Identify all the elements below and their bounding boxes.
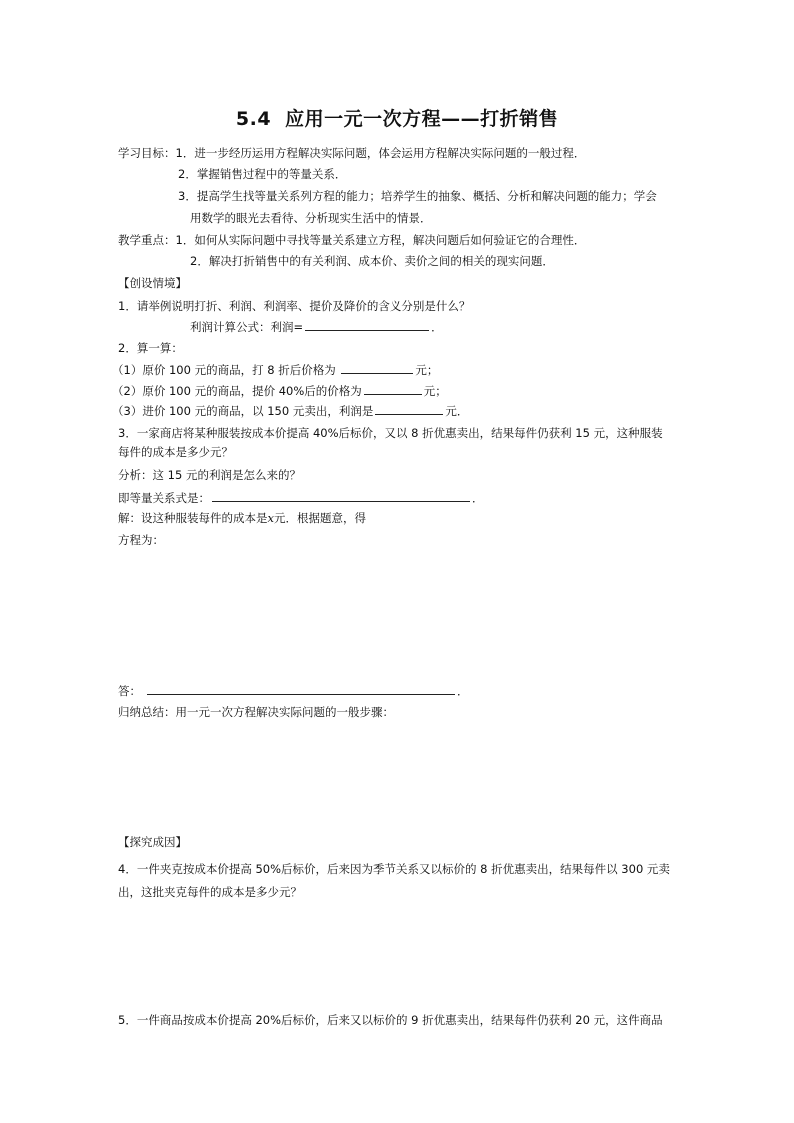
objectives-label: 学习目标： — [118, 146, 176, 160]
title-number: 5.4 — [235, 108, 272, 130]
formula-label: 利润计算公式：利润= — [190, 320, 304, 334]
section-heading-explore: 【探究成因】 — [118, 835, 187, 849]
section-heading-scenario: 【创设情境】 — [118, 276, 187, 290]
key-points-line-1 — [118, 232, 585, 248]
question-4-line-1: 4．一件夹克按成本价提高 50%后标价，后来因为季节关系又以标价的 8 折优惠卖出，结果每件以 300 元卖 — [118, 862, 670, 876]
answer-blank[interactable] — [212, 489, 470, 502]
answer-blank[interactable] — [147, 682, 455, 695]
question-3-line-1: 3．一家商店将某种服装按成本价提高 40%后标价，又以 8 折优惠卖出，结果每件仍获利 15 元，这种服装 — [118, 426, 663, 440]
question-text: （3）进价 100 元的商品，以 150 元卖出，利润是 — [112, 404, 374, 418]
title-text: 应用一元一次方程——打折销售 — [285, 108, 559, 130]
period: ． — [431, 320, 443, 334]
question-text: （2）原价 100 元的商品，提价 40%后的价格为 — [112, 384, 362, 398]
period: ． — [457, 684, 469, 698]
question-2: 2．算一算： — [118, 341, 183, 355]
key-points-label: 教学重点： — [118, 233, 176, 247]
objectives-line-1 — [118, 145, 585, 161]
question-2-2 — [112, 382, 447, 399]
period: ． — [472, 491, 484, 505]
answer-line — [118, 682, 469, 699]
solution-line — [118, 510, 366, 526]
summary-line: 归纳总结：用一元一次方程解决实际问题的一般步骤： — [118, 705, 394, 719]
solution-text: 解：设这种服装每件的成本是 — [118, 511, 268, 525]
answer-blank[interactable] — [375, 402, 443, 415]
answer-blank[interactable] — [341, 361, 413, 374]
objective-item: 1．进一步经历运用方程解决实际问题，体会运用方程解决实际问题的一般过程． — [175, 146, 586, 160]
unit-text: 元； — [415, 363, 439, 377]
answer-blank[interactable] — [364, 382, 422, 395]
equal-relation-label: 即等量关系式是： — [118, 491, 210, 505]
question-text: （1）原价 100 元的商品，打 8 折后价格为 — [112, 363, 336, 377]
question-1: 1．请举例说明打折、利润、利润率、提价及降价的含义分别是什么？ — [118, 299, 471, 313]
key-point-item: 1．如何从实际问题中寻找等量关系建立方程，解决问题后如何验证它的合理性． — [175, 233, 586, 247]
question-5-line-1: 5．一件商品按成本价提高 20%后标价，后来又以标价的 9 折优惠卖出，结果每件仍获利 20 元，这件商品 — [118, 1013, 663, 1027]
profit-formula — [190, 318, 443, 335]
solution-text: 元．根据题意，得 — [274, 511, 366, 525]
variable-x: x — [267, 511, 274, 525]
answer-label: 答： — [118, 684, 141, 698]
analysis-line: 分析：这 15 元的利润是怎么来的？ — [118, 468, 301, 482]
question-3-line-2: 每件的成本是多少元？ — [118, 445, 233, 459]
question-2-1 — [112, 361, 438, 378]
key-point-item: 2．解决打折销售中的有关利润、成本价、卖价之间的相关的现实问题． — [190, 254, 554, 268]
answer-blank[interactable] — [305, 318, 429, 331]
objective-item: 3．提高学生找等量关系列方程的能力；培养学生的抽象、概括、分析和解决问题的能力；学会 — [178, 189, 657, 203]
objective-item: 2．掌握销售过程中的等量关系． — [178, 167, 347, 181]
page-title — [0, 104, 794, 131]
unit-text: 元． — [445, 404, 469, 418]
question-4-line-2: 出，这批夹克每件的成本是多少元？ — [118, 885, 302, 899]
unit-text: 元； — [423, 384, 447, 398]
question-2-3 — [112, 402, 468, 419]
equation-label: 方程为： — [118, 533, 164, 547]
objective-item: 用数学的眼光去看待、分析现实生活中的情景． — [190, 211, 432, 225]
equal-relation-line — [118, 489, 484, 506]
